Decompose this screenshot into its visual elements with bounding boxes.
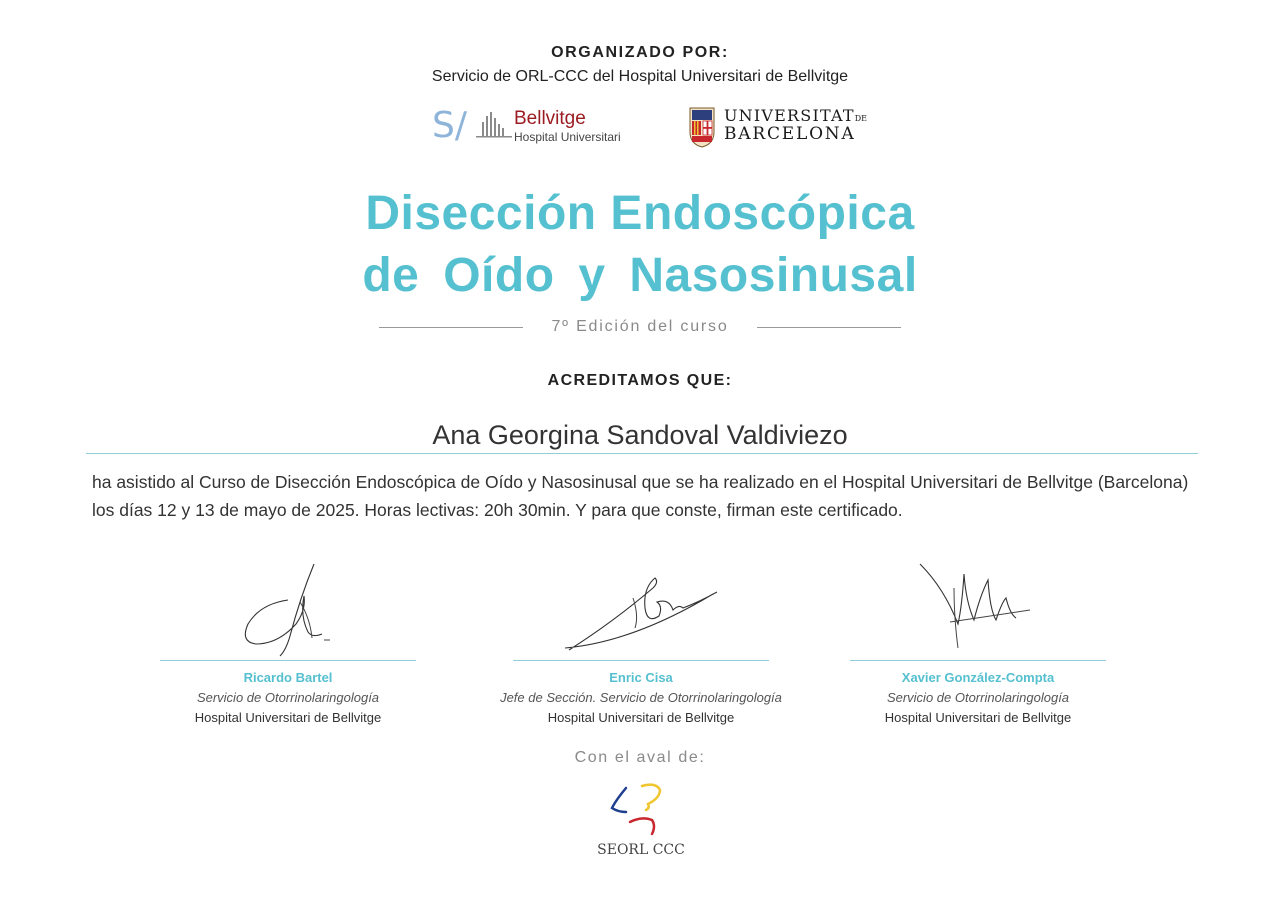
signature-3-rule: [850, 660, 1106, 661]
recipient-name: Ana Georgina Sandoval Valdiviezo: [432, 420, 848, 450]
course-title-line1: Disección Endoscópica: [365, 187, 915, 240]
signatory-1-role: Servicio de Otorrinolaringología: [196, 690, 380, 705]
ub-universitat: UNIVERSITAT: [724, 106, 855, 125]
bellvitge-mark: S/: [432, 105, 467, 146]
signatory-2-name: Enric Cisa: [609, 670, 673, 685]
signatory-3-name: Xavier González-Compta: [901, 670, 1055, 685]
organized-by-heading: ORGANIZADO POR:: [551, 44, 729, 61]
bellvitge-logo: [432, 106, 632, 148]
bellvitge-subtitle: Hospital Universitari: [514, 130, 621, 144]
seorl-text: SEORL CCC: [597, 842, 685, 858]
signature-1-image: [160, 558, 416, 660]
seorl-logo: [596, 778, 686, 864]
ub-name-line1: [724, 106, 867, 125]
signatory-1-institution: Hospital Universitari de Bellvitge: [194, 710, 382, 725]
signature-2-image: [513, 558, 769, 660]
edition-rule-right: [757, 327, 901, 328]
ub-name-line2: BARCELONA: [724, 124, 856, 144]
endorsement-label: Con el aval de:: [574, 749, 706, 766]
signature-2: [513, 558, 769, 660]
signatory-3-institution: Hospital Universitari de Bellvitge: [884, 710, 1072, 725]
certificate-body: ha asistido al Curso de Disección Endoscópica de Oído y Nasosinusal que se ha realizado en el Hospital Universitari de Bellvitge (Barcelona) los días 12 y 13 de mayo de 2025. Horas lectivas: 20h 30min. Y para que conste, firman este certificado.: [92, 472, 1189, 520]
signatory-1-name: Ricardo Bartel: [243, 670, 333, 685]
organizer-name: Servicio de ORL-CCC del Hospital Universitari de Bellvitge: [431, 68, 849, 85]
signatory-2-institution: Hospital Universitari de Bellvitge: [547, 710, 735, 725]
signature-1: [160, 558, 416, 660]
university-barcelona-logo: [688, 104, 867, 150]
recipient-underline: [86, 453, 1198, 454]
bellvitge-name: Bellvitge: [514, 108, 586, 129]
signature-3-image: [850, 558, 1106, 660]
seorl-emblem-icon: [596, 778, 686, 838]
ub-de: DE: [854, 114, 867, 123]
bellvitge-bars-icon: [476, 110, 512, 142]
signatory-2-role: Jefe de Sección. Servicio de Otorrinolaringología: [500, 690, 782, 705]
accredit-heading: ACREDITAMOS QUE:: [547, 372, 733, 389]
signatory-3-role: Servicio de Otorrinolaringología: [886, 690, 1070, 705]
course-title-line2: de Oído y Nasosinusal: [362, 249, 918, 302]
edition-label: 7º Edición del curso: [551, 318, 729, 335]
signature-1-rule: [160, 660, 416, 661]
ub-shield-icon: [688, 104, 716, 148]
signature-3: [850, 558, 1106, 660]
signature-2-rule: [513, 660, 769, 661]
